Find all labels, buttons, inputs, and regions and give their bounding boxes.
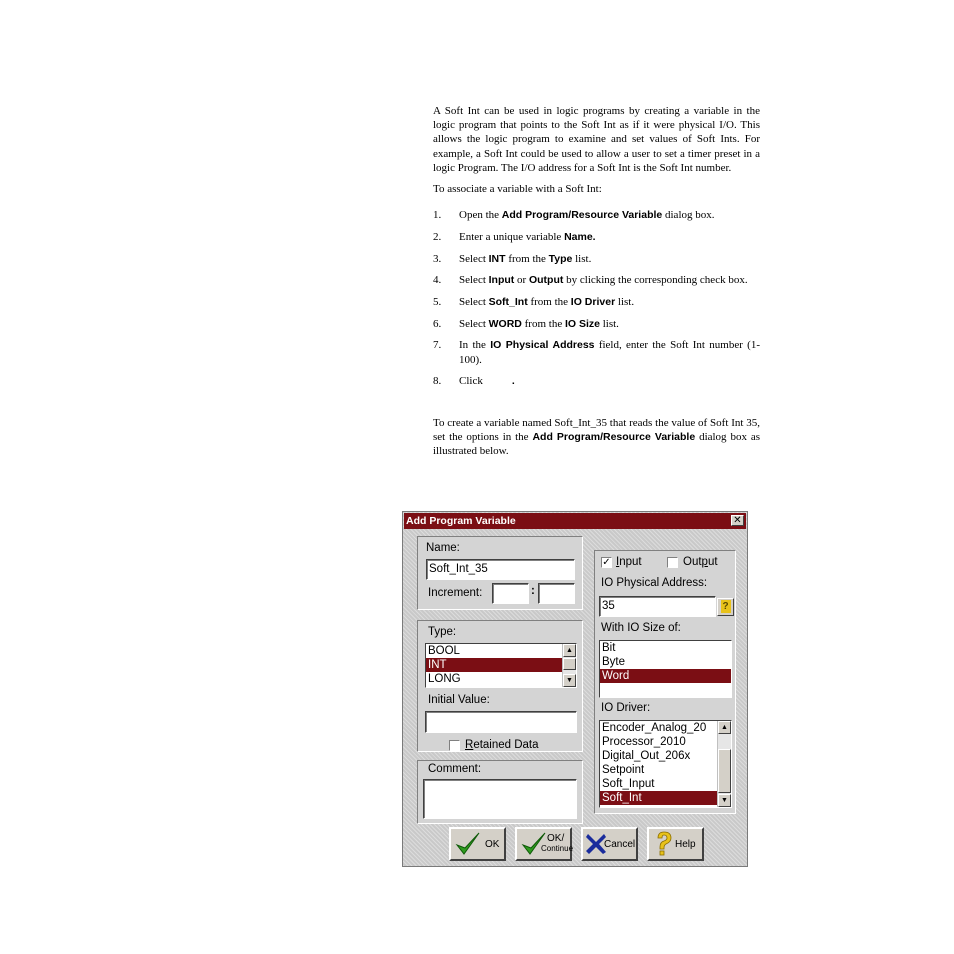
add-program-variable-dialog <box>402 511 748 867</box>
io-driver-item[interactable]: Setpoint <box>602 764 645 776</box>
scroll-thumb[interactable] <box>563 658 576 670</box>
close-button[interactable]: ✕ <box>731 515 744 526</box>
ok-continue-button[interactable] <box>515 827 572 861</box>
step-3: 3. Select INT from the Type list. <box>433 252 592 265</box>
increment-label: Increment: <box>428 587 483 599</box>
name-label: Name: <box>426 542 460 554</box>
dialog-titlebar <box>404 513 746 529</box>
document-body <box>433 104 760 458</box>
increment-to-input[interactable] <box>538 583 575 604</box>
retained-data-checkbox[interactable] <box>449 740 460 751</box>
input-checkbox[interactable]: ✓ <box>602 557 611 568</box>
retained-data-label: Retained Data <box>465 739 539 751</box>
scroll-up-icon[interactable]: ▲ <box>718 721 731 734</box>
steps-intro: To associate a variable with a Soft Int: <box>433 183 602 196</box>
cancel-button[interactable] <box>581 827 638 861</box>
io-size-item-byte[interactable]: Byte <box>602 656 626 668</box>
io-driver-item[interactable]: Encoder_Analog_20 <box>602 722 707 734</box>
io-driver-item[interactable]: Digital_Out_206x <box>602 750 691 762</box>
step-1: 1. Open the Add Program/Resource Variable dialog box. <box>433 209 715 222</box>
step-6: 6. Select WORD from the IO Size list. <box>433 317 619 330</box>
type-item-bool[interactable]: BOOL <box>428 645 460 657</box>
ok-button[interactable] <box>449 827 506 861</box>
input-label: Input <box>616 556 642 568</box>
io-driver-item[interactable]: Processor_2010 <box>602 736 686 748</box>
comment-input[interactable] <box>423 779 577 819</box>
output-checkbox[interactable] <box>667 557 678 568</box>
ok-continue-label-1: OK/ <box>547 833 565 844</box>
step-4: 4. Select Input or Output by clicking the corresponding check box. <box>433 274 748 287</box>
io-address-input[interactable]: 35 <box>599 596 716 617</box>
scroll-down-icon[interactable]: ▼ <box>563 674 576 687</box>
type-item-long[interactable]: LONG <box>428 673 461 685</box>
comment-group <box>417 760 583 824</box>
example-paragraph: To create a variable named Soft_Int_35 that reads the value of Soft Int 35, set the options in the Add Program/Resource Variable dialog box as illustrated below. <box>433 416 760 457</box>
type-list-scrollbar[interactable] <box>562 644 576 687</box>
scroll-thumb[interactable] <box>718 749 731 793</box>
ok-label: OK <box>485 839 500 850</box>
intro-paragraph: A Soft Int can be used in logic programs by creating a variable in the logic program that points to the Soft Int as if it were physical I/O. This allows the logic program to examine and set values of Soft Ints. For example, a Soft Int could be used to allow a user to set a timer preset in a logic Program. The I/O address for a Soft Int is the Soft Int number. <box>433 105 760 174</box>
type-list[interactable] <box>425 643 577 688</box>
initial-value-input[interactable] <box>425 711 577 733</box>
io-group <box>594 550 736 814</box>
step-7: 7. In the IO Physical Address field, enter the Soft Int number (1-100). <box>433 339 760 366</box>
initial-value-label: Initial Value: <box>428 694 490 706</box>
question-mark-icon <box>654 830 674 858</box>
output-label: Output <box>683 556 718 568</box>
ok-continue-label-2: Continue <box>541 844 574 853</box>
io-size-list[interactable] <box>599 640 732 698</box>
dialog-title: Add Program Variable <box>406 515 516 527</box>
checkmark-icon <box>455 831 481 857</box>
io-driver-item-selected[interactable]: Soft_Int <box>600 791 717 805</box>
name-group <box>417 536 583 610</box>
scroll-down-icon[interactable]: ▼ <box>718 794 731 807</box>
io-driver-label: IO Driver: <box>601 702 651 714</box>
steps-list <box>433 208 760 388</box>
io-size-item-word[interactable]: Word <box>600 669 731 683</box>
address-browse-button[interactable] <box>717 598 734 616</box>
increment-from-input[interactable] <box>492 583 529 604</box>
io-address-label: IO Physical Address: <box>601 577 708 589</box>
help-label: Help <box>675 839 696 850</box>
io-driver-item[interactable]: Soft_Input <box>602 778 655 790</box>
type-label: Type: <box>428 626 457 638</box>
step-8: 8. Click . <box>433 375 515 388</box>
type-group <box>417 620 583 752</box>
io-driver-scrollbar[interactable] <box>717 721 731 807</box>
scroll-up-icon[interactable]: ▲ <box>563 644 576 657</box>
io-size-label: With IO Size of: <box>601 622 681 634</box>
step-2: 2. Enter a unique variable Name. <box>433 230 596 243</box>
name-input[interactable]: Soft_Int_35 <box>426 559 575 580</box>
cancel-label: Cancel <box>604 839 636 850</box>
increment-separator: : <box>531 585 535 597</box>
io-size-item-bit[interactable]: Bit <box>602 642 616 654</box>
type-item-int[interactable]: INT <box>426 658 562 672</box>
help-icon: ? <box>722 601 729 612</box>
help-button[interactable] <box>647 827 704 861</box>
comment-label: Comment: <box>428 763 482 775</box>
step-5: 5. Select Soft_Int from the IO Driver list. <box>433 296 635 309</box>
io-driver-list[interactable] <box>599 720 732 808</box>
